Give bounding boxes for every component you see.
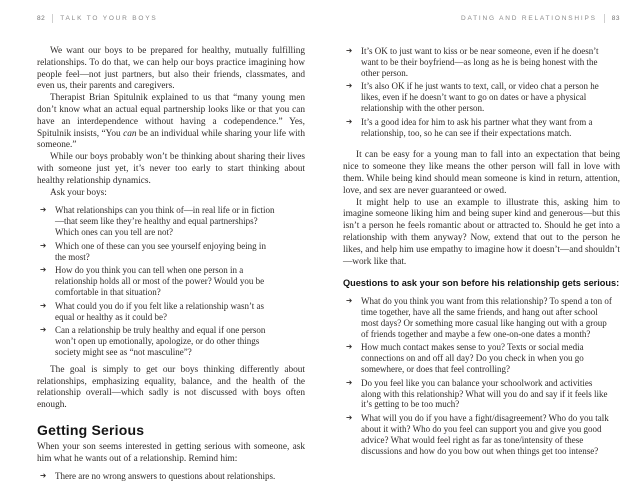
ask-prompt: Ask your boys: [50, 187, 107, 198]
page-right [320, 0, 640, 480]
list-item [40, 241, 279, 263]
list-item [346, 413, 614, 456]
header-divider [52, 14, 53, 23]
list-item [346, 378, 614, 410]
arrow-bullet-icon: ➔ [346, 46, 353, 55]
page-body-right [343, 46, 620, 456]
arrow-bullet-icon: ➔ [346, 116, 353, 126]
arrow-bullet-icon: ➔ [40, 265, 47, 275]
list-item-text: Can a relationship be truly healthy and equal if one person won’t open up emotionally, apologize, or do other things society might see as “not masculine”? [55, 325, 266, 357]
page-header-right [343, 0, 620, 23]
running-title-right: DATING AND RELATIONSHIPS [460, 14, 597, 22]
arrow-bullet-icon: ➔ [346, 81, 353, 91]
list-item [40, 301, 279, 323]
list-item [40, 325, 279, 357]
paragraph-dynamics: While our boys probably won’t be thinking about sharing their lives with someone just yet, it’s never too early to start thinking about healthy relationship dynamics. [37, 152, 305, 186]
list-item [40, 471, 279, 482]
list-item [346, 117, 614, 139]
arrow-bullet-icon: ➔ [40, 325, 47, 335]
list-item [40, 205, 279, 237]
remind-him-list-continued [343, 46, 620, 138]
arrow-bullet-icon: ➔ [346, 377, 353, 387]
arrow-bullet-icon: ➔ [40, 300, 47, 310]
list-item-text: What could you do if you felt like a relationship wasn’t as equal or healthy as it could be? [55, 300, 265, 322]
arrow-bullet-icon: ➔ [40, 205, 47, 215]
paragraph-section-intro: When your son seems interested in getting serious with someone, ask him what he wants out of a relationship. Remind him: [37, 441, 305, 464]
paragraph-intro: We want our boys to be prepared for healthy, mutually fulfilling relationships. To do that, we can help our boys practice imagining how people feel—not just partners, but also their friends, classmates, and even us, their parents and caregivers. [37, 46, 305, 92]
arrow-bullet-icon: ➔ [40, 240, 47, 250]
page-left [0, 0, 320, 480]
questions-list [343, 296, 620, 456]
arrow-bullet-icon: ➔ [40, 471, 47, 481]
arrow-bullet-icon: ➔ [346, 296, 353, 306]
list-item-text: How do you think you can tell when one person in a relationship holds all or most of the power? Would you be comfortable in that situation? [55, 265, 265, 297]
header-divider [604, 14, 605, 23]
questions-subheading: Questions to ask your son before his relationship gets serious: [343, 278, 620, 289]
paragraph-therapist-quote [37, 93, 305, 152]
list-item-text: Do you feel like you can balance your schoolwork and activities along with this relationship? What will you do and say if it feels like it’s getting to be too much? [361, 377, 608, 410]
page-header-left [37, 0, 305, 23]
quote-text-end: be an individual while sharing your life with someone.” [37, 128, 305, 151]
running-title-left: TALK TO YOUR BOYS [60, 14, 158, 22]
list-item-text: What do you think you want from this relationship? To spend a ton of time together, have all the same friends, and hang out after school most days? Or something more casual like hanging out with a group of friends together and maybe a few one-on-one dates a month? [361, 296, 612, 339]
list-item-text: It’s also OK if he just wants to text, call, or video chat a person he likes, even if he doesn’t want to go on dates or have a physical relationship with the other person. [361, 81, 599, 113]
list-item [346, 296, 614, 339]
ask-your-boys-list [37, 205, 305, 357]
arrow-bullet-icon: ➔ [346, 413, 353, 423]
list-item-text: How much contact makes sense to you? Texts or social media connections on and off all day? Do you check in when you go somewhere, or does that feel controlling? [361, 342, 584, 374]
list-item-text: Which one of these can you see yourself enjoying being in the most? [55, 240, 266, 262]
page-body-left [37, 46, 305, 482]
list-item [346, 46, 614, 78]
quote-text: Therapist Brian Spitulnik explained to us that “many young men don’t know what an actual equal partnership looks like or that you can have an interdependence without having a codependence.” Yes, Spitulnik insists, “You [37, 93, 305, 139]
paragraph-empathy-example: It might help to use an example to illustrate this, asking him to imagine someone liking him and being super kind and generous—but this isn’t a person he feels romantic about or attracted to. Should he get into a relationship with them anyway? Now, extend that out to the person he likes, and help him use empathy to imagine how it doesn’t—and shouldn’t—work like that. [343, 197, 620, 267]
page-number-left: 82 [37, 14, 46, 22]
remind-him-list-start [37, 471, 305, 482]
quote-emphasis: can [123, 128, 137, 139]
page-number-right: 83 [611, 14, 620, 22]
list-item-text: It’s OK to just want to kiss or be near someone, even if he doesn’t want to be their boyfriend—as long as he is being honest with the other person. [361, 46, 599, 78]
list-item [40, 265, 279, 297]
list-item-text: What will you do if you have a fight/disagreement? Who do you talk about it with? Who do you feel can support you and give you good advice? What would feel right as far as tone/intensity of these discussions and how do you bow out when things get too intense? [361, 413, 609, 456]
list-item-text: It’s a good idea for him to ask his partner what they want from a relationship, too, so he can see if their expectations match. [361, 116, 593, 138]
list-item-text: What relationships can you think of—in real life or in fiction—that seem like they’re healthy and equal partnerships? Which ones can you tell are not? [55, 205, 275, 237]
paragraph-expectation: It can be easy for a young man to fall into an expectation that being nice to someone they like means the other person will fall in love with them. While being kind should mean someone is kind in return, attention, love, and sex are never guaranteed or owed. [343, 150, 620, 196]
list-item [346, 81, 614, 113]
list-item [346, 342, 614, 374]
section-heading-getting-serious: Getting Serious [37, 421, 145, 438]
paragraph-goal: The goal is simply to get our boys thinking differently about relationships, emphasizing equality, balance, and the health of the relationship overall—which sadly is not discussed with boys often enough. [37, 364, 305, 411]
arrow-bullet-icon: ➔ [346, 342, 353, 352]
list-item-text: There are no wrong answers to questions about relationships. [55, 471, 276, 482]
